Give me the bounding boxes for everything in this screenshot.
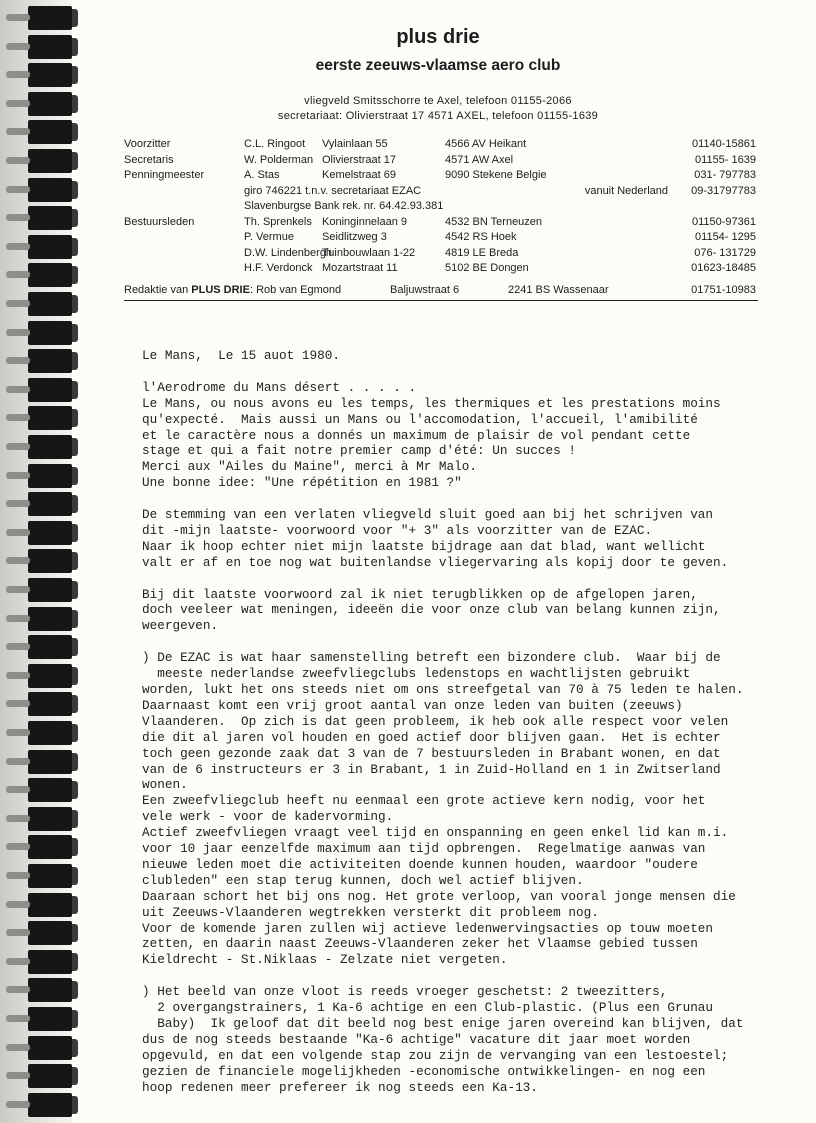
board-phone: 01150-97361 [691,215,756,228]
binding-ring [28,635,72,659]
editorial-label: Redaktie van [124,284,189,296]
binding-ring [28,1093,72,1117]
board-name: D.W. Lindenbergh [244,246,333,259]
board-street: Olivierstraat 17 [322,153,396,166]
binding-ring [28,235,72,259]
board-name: P. Vermue [244,231,294,243]
binding-ring [28,492,72,516]
board-city: 9090 Stekene Belgie [445,169,547,181]
binding-ring [28,1064,72,1088]
binding-ring [28,721,72,745]
letter-paragraph: ) De EZAC is wat haar samenstelling betreft een bizondere club. Waar bij de meeste nederlandse zweefvliegclubs ledenstops en wachtlijsten gebruikt worden, lukt het ons steeds niet om ons streefgetal van 70 à 75 leden te halen. Daarnaast komt een vrij groot aantal van onze leden van buiten (zeeuws) Vlaanderen. Op zich is dat geen probleem, ik heb ook alle respect voor velen die dit al jaren vol houden en goed actief door blijven gaan. Het is echter toch geen gezonde zaak dat 3 van de 7 bestuursleden in Brabant wonen, en dat van de 6 instructeurs er 3 in Brabant, 1 in Zuid-Holland en 1 in Zwitserland wonen. Een zweefvliegclub heeft nu eenmaal een grote actieve kern nodig, voor het vele werk - voor de kadervorming. Actief zweefvliegen vraagt veel tijd en onspanning en geen enkel lid kan m.i. voor 10 jaar eenzelfde maximum aan tijd opbrengen. Regelmatige aanwas van nieuwe leden moet die activiteiten doende kunnen houden, waardoor "oudere clubleden" een stap terug kunnen, doch wel actief blijven. Daaraan schort het bij ons nog. Het grote verloop, van vooral jonge mensen die uit Zeeuws-Vlaanderen wegtrekken versterkt dit probleem nog. Voor de komende jaren zullen wij actieve ledenwervingsacties op touw moeten zetten, en daarin naast Zeeuws-Vlaanderen zeker het Vlaamse gebied tussen Kieldrecht - St.Niklaas - Zelzate niet vergeten. [142,650,744,968]
binding-ring [28,893,72,917]
board-street: Vylainlaan 55 [322,138,388,150]
binding-ring [28,578,72,602]
editorial-brand: PLUS DRIE [191,284,250,296]
board-row [124,138,760,154]
header-divider [124,300,758,301]
binding-ring [28,664,72,688]
binding-ring [28,435,72,459]
airfield-address: vliegveld Smitsschorre te Axel, telefoon 01155-2066 [304,95,572,107]
board-row [124,154,760,170]
binding-ring [28,263,72,287]
binding-ring [28,978,72,1002]
board-name: H.F. Verdonck [244,262,313,274]
board-phone: 076- 131729 [694,246,756,259]
board-street: Mozartstraat 11 [322,262,398,274]
editorial-name: : Rob van Egmond [249,284,342,296]
board-street: Seidlitzweg 3 [322,231,387,243]
board-street: Tuinbouwlaan 1-22 [322,246,416,259]
board-street: Kemelstraat 69 [322,169,396,181]
board-note: vanuit Nederland [584,184,668,197]
binding-ring [28,1007,72,1031]
binding-ring [28,120,72,144]
binding-ring [28,950,72,974]
editorial-line [124,284,760,296]
binding-ring [28,778,72,802]
letter-paragraph: ) Het beeld van onze vloot is reeds vroeger geschetst: 2 tweezitters, 2 overgangstrainers, 1 Ka-6 achtige en een Club-plastic. (Plus een Grunau Baby) Ik geloof dat dit beeld nog best enige jaren overeind kan blijven, dat dus de nog steeds bestaande "Ka-6 achtige" vacature dit jaar moet worden opgevuld, en dat een volgende stap zou zijn de vervanging van een lestoestel; gezien de financiele mogelijkheden -economische ontwikkelingen- en nog een hoop redenen meer prefereer ik nog steeds een Ka-13. [142,984,744,1095]
letter-paragraph: l'Aerodrome du Mans désert . . . . . Le Mans, ou nous avons eu les temps, les thermiques et les prestations moins qu'expecté. Mais aussi un Mans ou l'accomodation, l'accueil, l'amibilité et le caractère nous a donnés un maximum de plaisir de vol pendant cette stage et qui a fait notre premier camp d'été: Un succes ! Merci aux "Ailes du Maine", merci à Mr Malo. Une bonne idee: "Une répétition en 1981 ?" [142,379,721,491]
board-name: W. Polderman [244,153,314,166]
board-city: 4542 RS Hoek [445,231,517,243]
binding-ring [28,178,72,202]
board-row [124,185,760,201]
board-row [124,262,760,278]
binding-ring [28,1036,72,1060]
binding-ring [28,607,72,631]
board-role: Penningmeester [124,169,205,181]
board-row [124,216,760,232]
board-row [124,247,760,263]
board-role: Voorzitter [124,138,171,150]
binding-ring [28,292,72,316]
board-name: C.L. Ringoot [244,138,306,150]
board-name: A. Stas [244,169,280,181]
binding-ring [28,206,72,230]
letter-paragraph: De stemming van een verlaten vliegveld sluit goed aan bij het schrijven van dit -mijn laatste- voorwoord voor "+ 3" als voorzitter van de EZAC. Naar ik hoop echter niet mijn laatste bijdrage aan dat blad, want wellicht valt er af en toe nog wat buitenlandse vliegervaring als kopij door te geven. [142,507,729,570]
board-role: Secretaris [124,153,174,166]
binding-ring [28,864,72,888]
binding-ring [28,807,72,831]
board-role: Bestuursleden [124,215,195,228]
binding-ring [28,149,72,173]
board-city: 4532 BN Terneuzen [445,215,543,228]
letter-body [142,348,782,1111]
board-city: 4819 LE Breda [445,246,519,259]
board-phone: 031- 797783 [694,169,756,181]
board-phone: 01154- 1295 [695,231,756,243]
binding-ring [28,464,72,488]
board-members [124,138,760,278]
secretariat-address: secretariaat: Olivierstraat 17 4571 AXEL, telefoon 01155-1639 [277,110,599,122]
board-name: Slavenburgse Bank rek. nr. 64.42.93.381 [244,200,444,212]
newsletter-title: plus drie [396,26,480,48]
binding-ring [28,750,72,774]
binding-ring [28,549,72,573]
board-street: Koninginnelaan 9 [322,215,408,228]
board-row [124,200,760,216]
letter-paragraph: Le Mans, Le 15 auot 1980. [142,348,340,363]
binding-ring [28,835,72,859]
board-phone: 09-31797783 [691,184,756,197]
board-row [124,169,760,185]
board-row [124,231,760,247]
letter-paragraph: Bij dit laatste voorwoord zal ik niet terugblikken op de afgelopen jaren, doch veeleer wat meningen, ideeën die voor onze club van belang kunnen zijn, weergeven. [142,586,721,634]
board-city: 4566 AV Heikant [445,138,527,150]
board-phone: 01155- 1639 [695,153,756,166]
binding-ring [28,406,72,430]
board-city: 4571 AW Axel [445,153,514,166]
board-name: giro 746221 t.n.v. secretariaat EZAC [244,184,422,197]
binding-ring [28,321,72,345]
editorial-city: 2241 BS Wassenaar [508,284,609,296]
editorial-street: Baljuwstraat 6 [390,284,460,296]
binding-ring [28,692,72,716]
board-city: 5102 BE Dongen [445,262,529,274]
spiral-binding [0,0,72,1123]
binding-ring [28,921,72,945]
club-name: eerste zeeuws-vlaamse aero club [315,57,561,74]
editorial-phone: 01751-10983 [691,284,756,296]
board-phone: 01623-18485 [691,262,756,274]
binding-ring [28,521,72,545]
board-phone: 01140-15861 [691,138,756,150]
binding-ring [28,378,72,402]
board-name: Th. Sprenkels [244,215,312,228]
binding-ring [28,349,72,373]
